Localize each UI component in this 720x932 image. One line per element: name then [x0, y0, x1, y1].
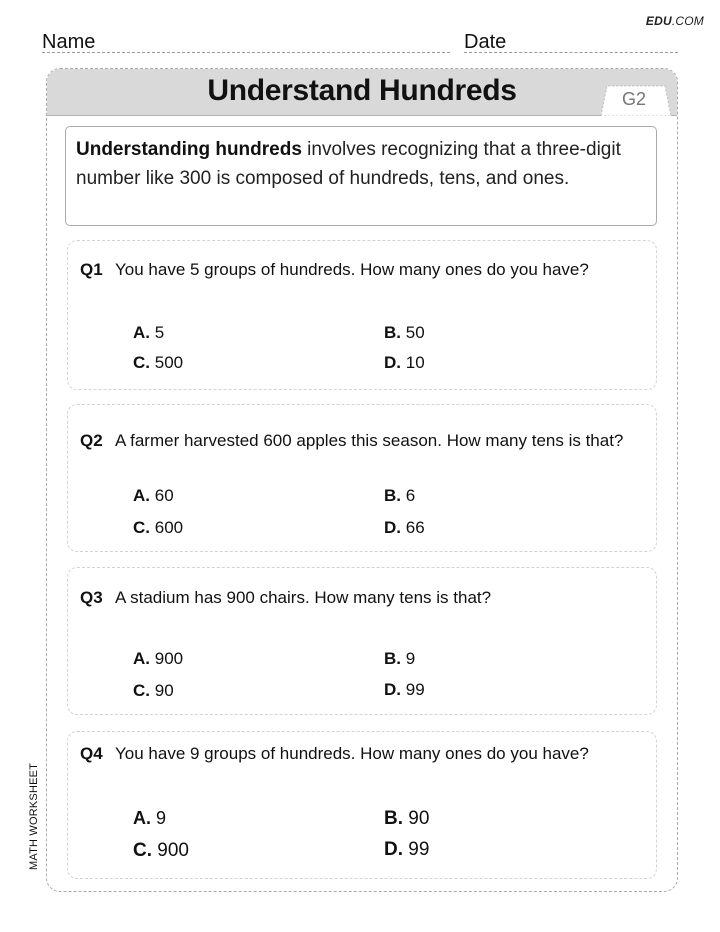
option-letter: B.	[384, 808, 403, 829]
question-text: A stadium has 900 chairs. How many tens is that?	[115, 588, 492, 607]
option-value: 50	[405, 323, 425, 342]
option-value: 900	[154, 649, 184, 668]
option-d[interactable]	[384, 680, 425, 700]
option-value: 600	[154, 518, 184, 537]
option-a[interactable]	[133, 649, 183, 669]
question-number: Q4	[80, 744, 103, 763]
question-number: Q2	[80, 431, 103, 450]
option-value: 99	[408, 839, 430, 860]
option-value: 90	[154, 681, 174, 700]
worksheet-panel	[46, 68, 678, 892]
option-b[interactable]	[384, 486, 415, 506]
date-label: Date	[464, 31, 507, 53]
name-date-row	[42, 30, 678, 54]
option-letter: C.	[133, 840, 152, 861]
option-value: 66	[405, 518, 425, 537]
date-field[interactable]	[464, 30, 678, 53]
option-value: 900	[157, 840, 189, 861]
intro-box	[65, 126, 657, 226]
option-letter: A.	[133, 649, 150, 668]
grade-badge: G2	[621, 89, 646, 109]
option-value: 9	[156, 808, 167, 828]
option-letter: D.	[384, 839, 403, 860]
option-d[interactable]	[384, 353, 425, 373]
option-d[interactable]	[384, 839, 429, 861]
question-text: You have 5 groups of hundreds. How many ones do you have?	[115, 260, 589, 279]
option-letter: C.	[133, 681, 150, 700]
brand-bold: EDU	[645, 14, 672, 28]
question-text: A farmer harvested 600 apples this season. How many tens is that?	[115, 431, 624, 450]
intro-term: Understanding hundreds	[76, 139, 302, 160]
option-letter: B.	[384, 649, 401, 668]
option-letter: D.	[384, 353, 401, 372]
option-c[interactable]	[133, 681, 174, 701]
option-c[interactable]	[133, 840, 189, 862]
option-b[interactable]	[384, 323, 425, 343]
option-value: 500	[154, 353, 184, 372]
question-card	[67, 567, 657, 715]
option-value: 90	[408, 808, 430, 829]
option-a[interactable]	[133, 808, 166, 829]
option-letter: B.	[384, 323, 401, 342]
name-field[interactable]	[42, 30, 450, 53]
option-letter: A.	[133, 808, 151, 828]
option-letter: C.	[133, 518, 150, 537]
option-c[interactable]	[133, 518, 183, 538]
option-letter: C.	[133, 353, 150, 372]
name-label: Name	[42, 31, 96, 53]
intro-text: involves recognizing that a three-digit number like 300 is composed of hundreds, tens, and ones.	[76, 139, 621, 189]
option-value: 6	[405, 486, 416, 505]
question-number: Q1	[80, 260, 103, 279]
option-value: 9	[405, 649, 416, 668]
option-letter: A.	[133, 323, 150, 342]
option-b[interactable]	[384, 649, 415, 669]
option-c[interactable]	[133, 353, 183, 373]
option-letter: D.	[384, 518, 401, 537]
brand-domain: .COM	[671, 14, 704, 28]
option-letter: D.	[384, 680, 401, 699]
option-d[interactable]	[384, 518, 425, 538]
option-value: 60	[154, 486, 174, 505]
option-b[interactable]	[384, 808, 429, 830]
option-letter: B.	[384, 486, 401, 505]
brand-logo	[646, 14, 704, 28]
grade-tab	[597, 84, 671, 116]
question-text: You have 9 groups of hundreds. How many ones do you have?	[115, 744, 589, 763]
option-value: 5	[154, 323, 165, 342]
question-card	[67, 240, 657, 390]
side-label: MATH WORKSHEET	[28, 762, 40, 870]
page-title: Understand Hundreds	[207, 74, 517, 107]
question-card	[67, 404, 657, 552]
worksheet-header	[47, 69, 677, 116]
option-a[interactable]	[133, 323, 164, 343]
option-value: 10	[405, 353, 425, 372]
option-letter: A.	[133, 486, 150, 505]
question-number: Q3	[80, 588, 103, 607]
option-value: 99	[405, 680, 425, 699]
question-card	[67, 731, 657, 879]
option-a[interactable]	[133, 486, 174, 506]
